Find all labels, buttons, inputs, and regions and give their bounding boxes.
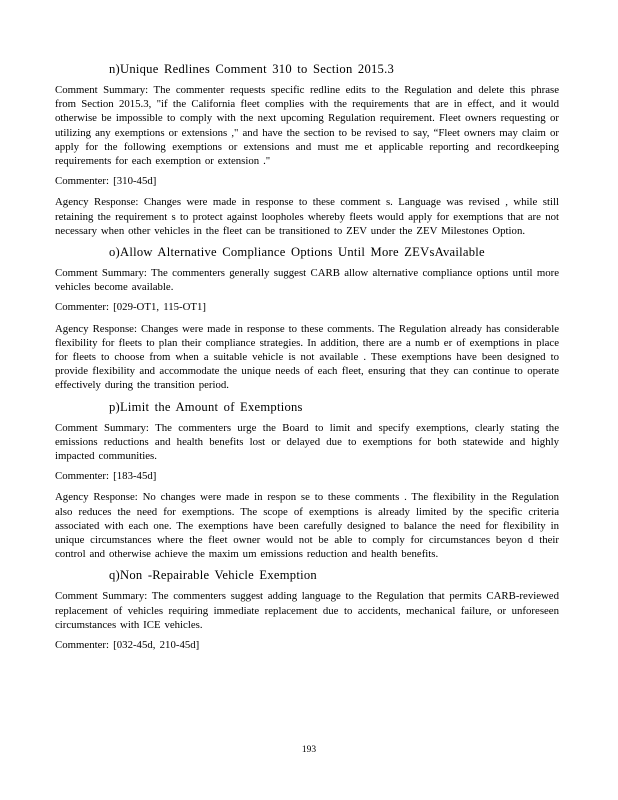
agency-response-n: Agency Response: Changes were made in response to these comment s. Language was revised , while still retaining the requirement s to protect against loopholes whereby fleets would apply for exemptions that are not necessary when other vehicles in the fleet can be transitioned to ZEV under the ZEV Milestones Option. xyxy=(55,196,559,237)
section-heading-o: o)Allow Alternative Compliance Options Until More ZEVsAvailable xyxy=(109,245,485,260)
commenter-o: Commenter: [029-OT1, 115-OT1] xyxy=(55,301,207,314)
document-page xyxy=(55,62,559,652)
comment-summary-o: Comment Summary: The commenters generally suggest CARB allow alternative compliance options until more vehicles become available. xyxy=(55,267,559,294)
section-heading-n: n)Unique Redlines Comment 310 to Section 2015.3 xyxy=(109,62,395,76)
page-number: 193 xyxy=(301,745,317,755)
comment-summary-p: Comment Summary: The commenters urge the Board to limit and specify exemptions, clearly stating the emissions reductions and health benefits lost or delayed due to exemptions for both statewide and highly impacted communities. xyxy=(55,421,559,463)
commenter-q: Commenter: [032-45d, 210-45d] xyxy=(55,639,200,652)
section-heading-p: p)Limit the Amount of Exemptions xyxy=(109,399,303,414)
commenter-n: Commenter: [310-45d] xyxy=(55,175,157,188)
commenter-p: Commenter: [183-45d] xyxy=(55,470,157,483)
agency-response-o: Agency Response: Changes were made in response to these comments. The Regulation already has considerable flexibility for fleets to plan their compliance strategies. In addition, there are a numb er of exemptions in place for fleets to choose from when a suitable vehicle is not available . These exemptions have been designed to provide flexibility and accommodate the unique needs of each fleet, ensuring that they can continue to operate effectively during the transition period. xyxy=(55,322,559,392)
section-heading-q: q)Non -Repairable Vehicle Exemption xyxy=(109,568,317,583)
agency-response-p: Agency Response: No changes were made in respon se to these comments . The flexibility in the Regulation also reduces the need for exemptions. The scope of exemptions is already limited by the specific criteria associated with each one. The exemptions have been carefully designed to balance the need for flexibility in unique circumstances where the fleet owner would not be able to comply for circumstances beyon d their control and otherwise achieve the maxim um emissions reduction and health benefits. xyxy=(55,491,559,561)
comment-summary-n: Comment Summary: The commenter requests specific redline edits to the Regulation and delete this phrase from Section 2015.3, "if the California fleet complies with the requirements that are in effect, and it would otherwise be impossible to comply with the next upcoming Regulation requirement. Fleet owners requesting or utilizing any exemptions or extensions ," and have the section to be revised to say, “Fleet owners may claim or apply for the following exemptions or extensions and must me et applicable reporting and recordkeeping requirements for each exemption or extension ." xyxy=(55,84,559,168)
comment-summary-q: Comment Summary: The commenters suggest adding language to the Regulation that permits CARB-reviewed replacement of vehicles requiring immediate replacement due to accidents, mechanical failure, or unforeseen circumstances with ICE vehicles. xyxy=(55,590,559,631)
